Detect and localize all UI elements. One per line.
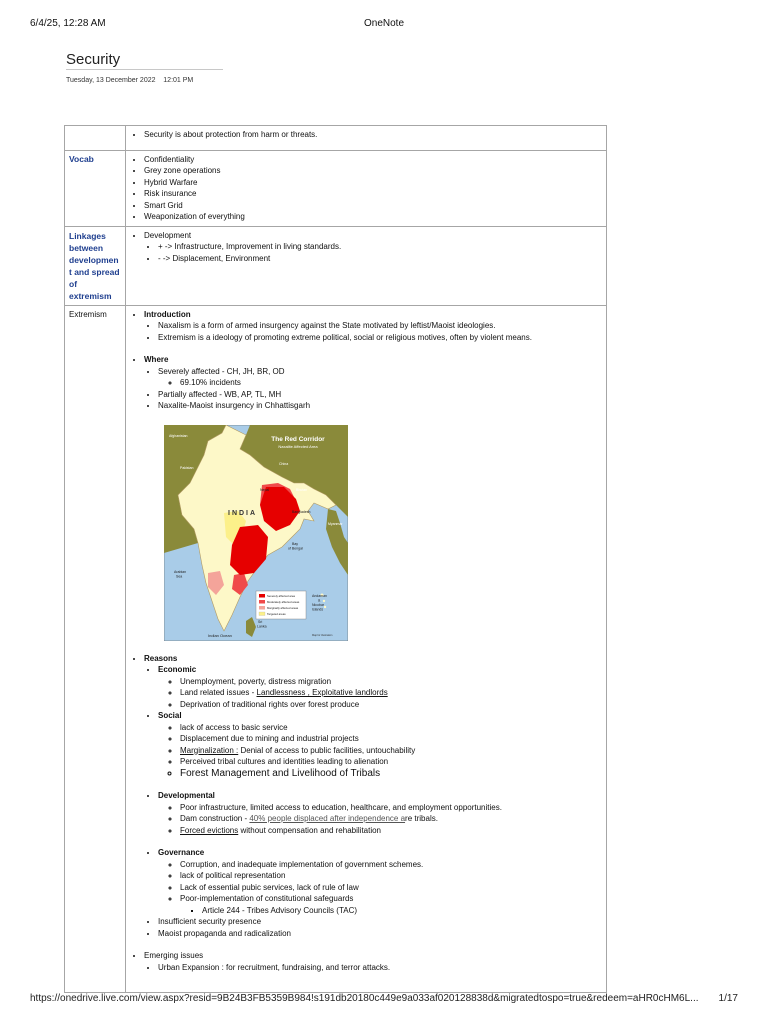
list-item: ◦ Lack of essential pubic services, lack of rule of law [180, 882, 602, 894]
print-header [30, 18, 738, 32]
land-prefix: Land related issues - [180, 688, 257, 697]
list-item: • Confidentiality [144, 154, 602, 166]
list-item: • Insufficient security presence [158, 916, 602, 928]
marginalization-text: Denial of access to public facilities, untouchability [238, 745, 416, 755]
linkages-label-line: t and spread [69, 266, 120, 277]
list-item: ◦ Forest Management and Livelihood of Tribals [180, 768, 602, 780]
extremism-content-cell[interactable] [126, 305, 607, 992]
map-label-pakistan: Pakistan [180, 465, 194, 470]
map-andaman-island [323, 599, 325, 601]
map-label-bhutan: Bhutan [296, 487, 308, 492]
intro-label-cell[interactable] [65, 126, 126, 151]
marginalization-term: Marginalization : [180, 745, 239, 755]
list-item: ◦ Perceived tribal cultures and identities leading to alienation [180, 756, 602, 768]
list-item: • Naxalism is a form of armed insurgency against the State motivated by leftist/Maoist ideologies. [158, 320, 602, 332]
map-label-arabian-line: Sea [176, 574, 183, 578]
severe-text: Severely affected - CH, JH, BR, OD [158, 366, 285, 376]
linkages-label-line: of [69, 278, 78, 289]
map-subtitle: Naxalite Affected Area [278, 443, 318, 449]
list-item [180, 745, 602, 757]
list-item: ◦ Poor infrastructure, limited access to education, healthcare, and employment opportunities. [180, 802, 602, 814]
list-item [144, 950, 602, 973]
list-item [180, 687, 602, 699]
list-item: ▪ Article 244 - Tribes Advisory Councils (TAC) [202, 905, 602, 917]
map-label-arabian-line: Arabian [174, 569, 187, 574]
table-row-linkages [65, 226, 607, 305]
map-label-srilanka-line: Lanka [257, 624, 267, 628]
list-item: • Naxalite-Maoist insurgency in Chhattisgarh [158, 400, 602, 412]
page-title[interactable]: Security [66, 51, 121, 68]
notes-table [64, 125, 607, 993]
map-label-andaman-line: Andaman [312, 593, 327, 598]
map-label-myanmar: Myanmar [328, 521, 343, 526]
map-label-srilanka-line: Sri [258, 619, 263, 624]
map-label-bay-line: Bay [292, 541, 299, 546]
red-corridor-map[interactable] [164, 425, 348, 641]
print-app-name: OneNote [363, 18, 405, 29]
list-item [144, 354, 602, 412]
list-item [158, 664, 602, 710]
map-label-afghanistan: Afghanistan [169, 433, 188, 438]
intro-item: • Security is about protection from harm or threats. [144, 129, 602, 141]
list-item: ◦ lack of political representation [180, 870, 602, 882]
list-item [180, 825, 602, 837]
list-item: • Risk insurance [144, 188, 602, 200]
list-item: • Urban Expansion : for recruitment, fundraising, and terror attacks. [158, 962, 602, 974]
evictions-text: without compensation and rehabilitation [238, 825, 382, 835]
map-label-china: China [279, 461, 289, 466]
list-item [158, 710, 602, 779]
title-divider [66, 69, 223, 70]
economic-heading: Economic [158, 665, 197, 674]
page-datetime [66, 77, 193, 84]
legend-label-targeted: Targeted areas [267, 611, 286, 616]
map-label-bay-line: of Bengal [288, 546, 303, 550]
vocab-label-cell[interactable] [65, 150, 126, 226]
page-url[interactable]: https://onedrive.live.com/view.aspx?resid=9B24B3FB5359B984!s191db20180c449e9a033af020128838d&migratedtospo=true&redeem=aHR0cHM6L... [30, 993, 699, 1004]
vocab-list [130, 154, 602, 223]
linkages-label-line: extremism [69, 290, 112, 301]
map-credit: Map for illustration [312, 633, 333, 637]
list-item [144, 230, 602, 265]
map-label-ocean: Indian Ocean [208, 632, 232, 638]
red-corridor-map-svg [164, 425, 348, 641]
list-item: • Weaponization of everything [144, 211, 602, 223]
list-item: ◦ Unemployment, poverty, distress migration [180, 676, 602, 688]
linkages-label-line: developmen [69, 254, 119, 265]
list-item: • Grey zone operations [144, 165, 602, 177]
dam-prefix: Dam construction - [180, 814, 250, 823]
extremism-label: Extremism [69, 309, 107, 319]
print-footer [30, 993, 738, 1007]
vocab-label: Vocab [69, 153, 94, 164]
list-item: • Maoist propaganda and radicalization [158, 928, 602, 940]
legend-label-severe: Severely affected area [267, 593, 295, 598]
development-text: Development [144, 230, 192, 240]
governance-heading: Governance [158, 848, 205, 857]
list-item: ◦ lack of access to basic service [180, 722, 602, 734]
list-item: • Extremism is a ideology of promoting extreme political, social or religious motives, often by violent means. [158, 332, 602, 344]
extremism-label-cell[interactable] [65, 305, 126, 992]
linkages-label-line: between [69, 242, 104, 253]
list-item [180, 893, 602, 916]
list-item [144, 309, 602, 344]
social-heading: Social [158, 711, 182, 720]
legend-swatch-severe [259, 594, 265, 598]
map-title: The Red Corridor [271, 435, 325, 443]
list-item: • + -> Infrastructure, Improvement in living standards. [158, 241, 602, 253]
legend-swatch-marginal [259, 606, 265, 610]
dam-displacement-link[interactable]: 40% people displaced after independence a [249, 814, 406, 823]
map-label-andaman-line: Islands [312, 607, 324, 611]
map-label-andaman-line: & [318, 598, 321, 602]
table-row-extremism [65, 305, 607, 992]
forced-evictions-term: Forced evictions [180, 825, 239, 835]
list-item: ◦ Deprivation of traditional rights over forest produce [180, 699, 602, 711]
list-item [158, 847, 602, 916]
developmental-heading: Developmental [158, 791, 215, 800]
list-item: ◦ 69.10% incidents [180, 377, 602, 389]
map-andaman-island [324, 605, 326, 607]
land-issues-link[interactable]: Landlessness , Exploitative landlords [256, 688, 388, 697]
map-label-andaman-line: Nicobar [312, 602, 325, 607]
list-item [158, 790, 602, 836]
print-timestamp: 6/4/25, 12:28 AM [30, 18, 106, 29]
page-number: 1/17 [718, 993, 738, 1004]
page-date: Tuesday, 13 December 2022 [66, 77, 156, 84]
list-item: ◦ Displacement due to mining and industrial projects [180, 733, 602, 745]
table-row-vocab [65, 150, 607, 226]
list-item: • Partially affected - WB, AP, TL, MH [158, 389, 602, 401]
table-row-intro [65, 126, 607, 151]
linkages-content-cell[interactable] [126, 226, 607, 305]
list-item [180, 813, 602, 825]
list-item: • - -> Displacement, Environment [158, 253, 602, 265]
list-item: ◦ Corruption, and inadequate implementation of government schemes. [180, 859, 602, 871]
introduction-heading: Introduction [144, 309, 191, 319]
legend-swatch-moderate [259, 600, 265, 604]
map-label-india: INDIA [228, 509, 258, 517]
linkages-label-line: Linkages [69, 230, 106, 241]
map-label-bangladesh: Bangladesh [292, 509, 311, 514]
intro-content-cell[interactable] [126, 126, 607, 151]
legend-label-marginal: Marginally affected areas [267, 605, 299, 610]
legend-swatch-targeted [259, 612, 265, 616]
map-label-nepal: Nepal [260, 487, 270, 492]
list-item: • Hybrid Warfare [144, 177, 602, 189]
list-item: • Smart Grid [144, 200, 602, 212]
legend-label-moderate: Moderately affected areas [267, 599, 300, 604]
page-time: 12:01 PM [163, 77, 194, 84]
safeguards-text: Poor-implementation of constitutional safeguards [180, 894, 354, 903]
list-item [158, 366, 602, 389]
vocab-content-cell[interactable] [126, 150, 607, 226]
emerging-heading: Emerging issues [144, 951, 204, 960]
linkages-label [69, 230, 121, 302]
dam-rest: re tribals. [405, 814, 438, 823]
reasons-heading: Reasons [144, 653, 178, 663]
where-heading: Where [144, 355, 169, 364]
linkages-label-cell[interactable] [65, 226, 126, 305]
list-item [144, 653, 602, 940]
